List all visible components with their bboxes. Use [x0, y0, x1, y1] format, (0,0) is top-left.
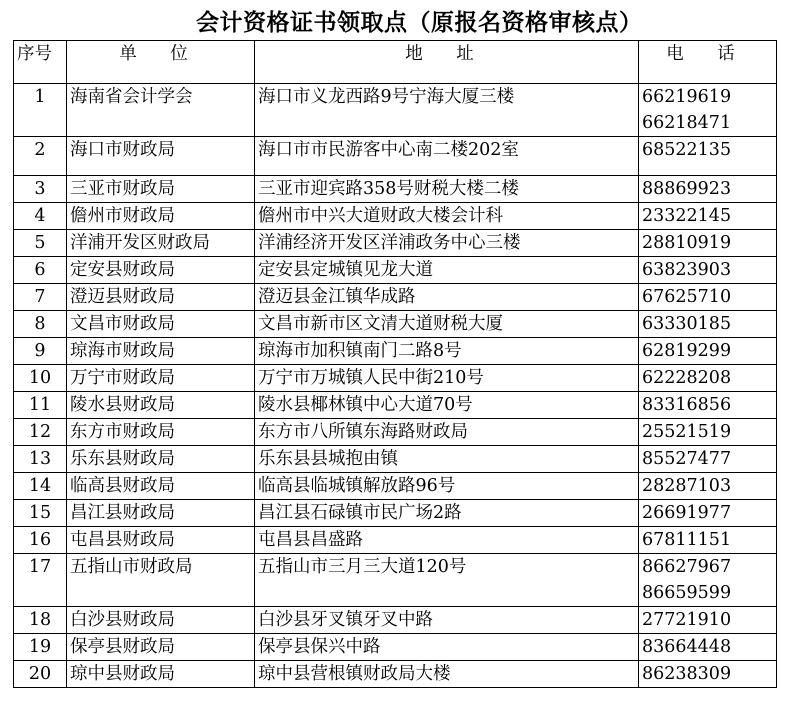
table-row: [14, 311, 777, 338]
table-row: [14, 176, 777, 203]
serial-number-cell: 12: [14, 419, 67, 446]
phone-number: 86659599: [642, 583, 732, 603]
unit-cell: 儋州市财政局: [67, 203, 255, 230]
serial-number-cell: 5: [14, 230, 67, 257]
unit-cell: 三亚市财政局: [67, 176, 255, 203]
phone-number: 86238309: [642, 664, 732, 684]
phone-number: 62819299: [642, 341, 732, 361]
serial-number-cell: 1: [14, 84, 67, 137]
unit-cell: 文昌市财政局: [67, 311, 255, 338]
serial-number-cell: 8: [14, 311, 67, 338]
certificate-pickup-table: [13, 40, 777, 688]
serial-number-cell: 11: [14, 392, 67, 419]
serial-number-cell: 16: [14, 527, 67, 554]
phone-number: 63330185: [642, 314, 732, 334]
unit-cell: 海南省会计学会: [67, 84, 255, 137]
table-row: [14, 634, 777, 661]
header-unit: 单 位: [67, 41, 255, 84]
address-cell: 万宁市万城镇人民中街210号: [255, 365, 639, 392]
phone-number: 28287103: [642, 476, 732, 496]
table-row: [14, 284, 777, 311]
unit-cell: 琼中县财政局: [67, 661, 255, 688]
serial-number-cell: 20: [14, 661, 67, 688]
table-body: [14, 84, 777, 688]
unit-cell: 乐东县财政局: [67, 446, 255, 473]
address-cell: 定安县定城镇见龙大道: [255, 257, 639, 284]
serial-number-cell: 14: [14, 473, 67, 500]
unit-cell: 东方市财政局: [67, 419, 255, 446]
serial-number-cell: 15: [14, 500, 67, 527]
table-row: [14, 230, 777, 257]
phone-number: 86627967: [642, 557, 732, 577]
address-cell: 屯昌县昌盛路: [255, 527, 639, 554]
address-cell: 洋浦经济开发区洋浦政务中心三楼: [255, 230, 639, 257]
phone-cell: [639, 84, 777, 137]
phone-cell: [639, 365, 777, 392]
phone-number: 23322145: [642, 206, 732, 226]
phone-cell: [639, 473, 777, 500]
table-row: [14, 554, 777, 607]
serial-number-cell: 19: [14, 634, 67, 661]
phone-number: 63823903: [642, 260, 732, 280]
table-row: [14, 203, 777, 230]
serial-number-cell: 3: [14, 176, 67, 203]
address-cell: 五指山市三月三大道120号: [255, 554, 639, 607]
address-cell: 陵水县椰林镇中心大道70号: [255, 392, 639, 419]
header-phone: 电 话: [639, 41, 777, 84]
unit-cell: 定安县财政局: [67, 257, 255, 284]
phone-cell: [639, 634, 777, 661]
table-row: [14, 446, 777, 473]
unit-cell: 陵水县财政局: [67, 392, 255, 419]
phone-cell: [639, 230, 777, 257]
phone-cell: [639, 311, 777, 338]
serial-number-cell: 2: [14, 137, 67, 176]
address-cell: 琼海市加积镇南门二路8号: [255, 338, 639, 365]
address-cell: 海口市市民游客中心南二楼202室: [255, 137, 639, 176]
address-cell: 儋州市中兴大道财政大楼会计科: [255, 203, 639, 230]
header-address: 地 址: [255, 41, 639, 84]
phone-cell: [639, 527, 777, 554]
phone-cell: [639, 419, 777, 446]
address-cell: 乐东县县城抱由镇: [255, 446, 639, 473]
serial-number-cell: 13: [14, 446, 67, 473]
address-cell: 澄迈县金江镇华成路: [255, 284, 639, 311]
address-cell: 东方市八所镇东海路财政局: [255, 419, 639, 446]
unit-cell: 临高县财政局: [67, 473, 255, 500]
phone-number: 28810919: [642, 233, 732, 253]
table-row: [14, 84, 777, 137]
table-row: [14, 338, 777, 365]
address-cell: 昌江县石碌镇市民广场2路: [255, 500, 639, 527]
address-cell: 白沙县牙叉镇牙叉中路: [255, 607, 639, 634]
unit-cell: 昌江县财政局: [67, 500, 255, 527]
address-cell: 海口市义龙西路9号宁海大厦三楼: [255, 84, 639, 137]
unit-cell: 五指山市财政局: [67, 554, 255, 607]
serial-number-cell: 6: [14, 257, 67, 284]
address-cell: 琼中县营根镇财政局大楼: [255, 661, 639, 688]
table-row: [14, 419, 777, 446]
table-row: [14, 392, 777, 419]
phone-cell: [639, 338, 777, 365]
phone-cell: [639, 257, 777, 284]
phone-number: 26691977: [642, 503, 732, 523]
phone-number: 62228208: [642, 368, 732, 388]
phone-number: 25521519: [642, 422, 732, 442]
unit-cell: 洋浦开发区财政局: [67, 230, 255, 257]
phone-cell: [639, 392, 777, 419]
serial-number-cell: 4: [14, 203, 67, 230]
table-row: [14, 500, 777, 527]
table-row: [14, 365, 777, 392]
table-row: [14, 473, 777, 500]
phone-number: 88869923: [642, 179, 732, 199]
unit-cell: 屯昌县财政局: [67, 527, 255, 554]
phone-number: 83316856: [642, 395, 732, 415]
header-serial-number: 序号: [14, 41, 67, 84]
phone-cell: [639, 661, 777, 688]
phone-cell: [639, 284, 777, 311]
unit-cell: 琼海市财政局: [67, 338, 255, 365]
address-cell: 临高县临城镇解放路96号: [255, 473, 639, 500]
table-row: [14, 137, 777, 176]
unit-cell: 澄迈县财政局: [67, 284, 255, 311]
phone-number: 68522135: [642, 140, 732, 160]
unit-cell: 白沙县财政局: [67, 607, 255, 634]
phone-cell: [639, 554, 777, 607]
phone-number: 66219619: [642, 87, 732, 107]
phone-number: 83664448: [642, 637, 732, 657]
address-cell: 保亭县保兴中路: [255, 634, 639, 661]
serial-number-cell: 17: [14, 554, 67, 607]
serial-number-cell: 7: [14, 284, 67, 311]
phone-cell: [639, 500, 777, 527]
serial-number-cell: 18: [14, 607, 67, 634]
document-title: 会计资格证书领取点（原报名资格审核点）: [196, 9, 643, 36]
header-row: [14, 41, 777, 84]
table-row: [14, 257, 777, 284]
table-row: [14, 527, 777, 554]
phone-number: 27721910: [642, 610, 732, 630]
phone-number: 67811151: [642, 530, 732, 550]
serial-number-cell: 9: [14, 338, 67, 365]
unit-cell: 万宁市财政局: [67, 365, 255, 392]
phone-cell: [639, 607, 777, 634]
table-row: [14, 661, 777, 688]
serial-number-cell: 10: [14, 365, 67, 392]
phone-cell: [639, 203, 777, 230]
phone-number: 85527477: [642, 449, 732, 469]
phone-cell: [639, 446, 777, 473]
phone-number: 67625710: [642, 287, 732, 307]
unit-cell: 海口市财政局: [67, 137, 255, 176]
table-row: [14, 607, 777, 634]
address-cell: 文昌市新市区文清大道财税大厦: [255, 311, 639, 338]
phone-number: 66218471: [642, 113, 732, 133]
phone-cell: [639, 137, 777, 176]
phone-cell: [639, 176, 777, 203]
address-cell: 三亚市迎宾路358号财税大楼二楼: [255, 176, 639, 203]
unit-cell: 保亭县财政局: [67, 634, 255, 661]
